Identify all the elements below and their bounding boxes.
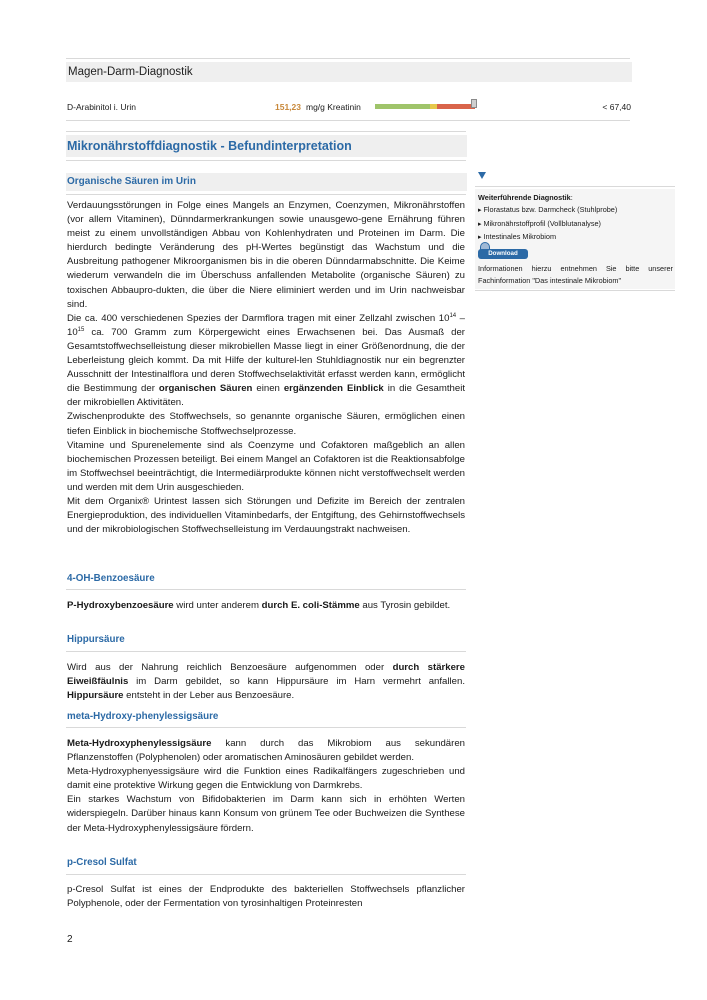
paragraph: Verdauungsstörungen in Folge eines Mangels an Enzymen, Coenzymen, Mikronährstoffen (vor allem Vitaminen), Dünndarmerkrankungen sowie unausgewo-gene Ernährung führen meist zu einem unvollständigen Abbau von Kohlenhydraten und Proteinen im Darm. Die hierdurch bedingte Veränderung des pH-Wertes begünstigt das Wachstum und die Ausbreitung pathogener Mikroorganismen bis in die oberen Dünndarmabschnitte. Die Keime wiederum verwandeln die im Überschuss anfallenden Metabolite (organische Säuren) zu toxischen Abbaupro-dukten, die über die Niere eliminiert werden und im Urin nachweisbar sind. (67, 200, 465, 310)
heading-4-oh-benzoesaeure: 4-OH-Benzoesäure (67, 573, 155, 584)
download-button[interactable]: Download (478, 249, 528, 259)
lab-parameter-name: D-Arabinitol i. Urin (67, 102, 136, 112)
value-marker-icon (471, 99, 477, 108)
lab-reference-range: < 67,40 (602, 102, 631, 112)
sidebar-item-florastatus[interactable]: ▸ Florastatus bzw. Darmcheck (Stuhlprobe) (478, 204, 673, 217)
further-diagnostics-box (475, 189, 675, 289)
sidebar-item-mikrobiom[interactable]: ▸ Intestinales Mikrobiom (478, 231, 673, 244)
heading-p-cresol-sulfat: p-Cresol Sulfat (67, 857, 137, 868)
heading-organic-acids: Organische Säuren im Urin (66, 173, 467, 191)
lab-value: 151,23 (275, 102, 301, 112)
sidebar-info-text: Informationen hierzu entnehmen Sie bitte unserer Fachinformation "Das intestinale Mikrobiom" (478, 264, 673, 286)
sidebar-arrow-icon (478, 172, 486, 179)
bar-normal-segment (375, 104, 430, 109)
page-title: Mikronährstoffdiagnostik - Befundinterpretation (66, 135, 467, 157)
benzoesaeure-text: P-Hydroxybenzoesäure wird unter anderem durch E. coli-Stämme aus Tyrosin gebildet. (67, 600, 451, 611)
sidebar-title: Weiterführende Diagnostik: (478, 193, 573, 202)
paragraph: Zwischenprodukte des Stoffwechsels, so genannte organische Säuren, ermöglichen einen tiefen Einblick in biochemische Stoffwechselprozesse. (67, 411, 465, 437)
meta-hydroxy-text: Meta-Hydroxyphenylessigsäure kann durch das Mikrobiom aus sekundären Pflanzenstoffen (Polyphenolen) oder aromatischen Aminosäuren gebildet werden. Meta-Hydroxyphenyessigsäure wird die Funktion eines Radikalfängers zugeschrieben und damit eine protektive Wirkung gegen die Entwicklung von Darmkrebs. Ein starkes Wachstum von Bifidobakterien im Darm kann sich in erhöhten Werten widerspiegeln. Darüber hinaus kann Konsum von grünem Tee oder Buchweizen die Synthese der Meta-Hydroxyphenylessigsäure fördern. (67, 738, 465, 834)
paragraph: Vitamine und Spurenelemente sind als Coenzyme und Cofaktoren maßgeblich an allen biochemischen Prozessen beteiligt. Bei einem Mangel an Cofaktoren ist die Reaktionsabfolge im Stoffwechsel beeinträchtigt, die Intermediärprodukte können nicht verstoffwechselt werden und werden mit dem Urin ausgeschieden. (67, 439, 465, 493)
organic-acids-text (67, 199, 465, 537)
paragraph: Die ca. 400 verschiedenen Spezies der Darmflora tragen mit einer Zellzahl zwischen $10^{14} - 10^{15}$ ca. 700 Gramm zum Körpergewicht eines Erwachsenen bei. Das Ausmaß der Gesamtstoffwechselleistung dieser mikrobiellen Masse liegt in einer Größenordnung, die der Leberleistung gleich kommt. Da mit Hilfe der kulturel-len Stuhldiagnostik nur ein begrenzter Ausschnitt der Intestinalflora und deren Stoffwechselaktivität erfasst werden kann, ermöglicht die Bestimmung der organischen Säuren einen ergänzenden Einblick in die Gesamtheit der mikrobiellen Aktivitäten. (67, 312, 466, 409)
section-title-magen-darm: Magen-Darm-Diagnostik (66, 62, 632, 82)
heading-hippursaeure: Hippursäure (67, 634, 125, 645)
heading-meta-hydroxy-phenylessigsaeure: meta-Hydroxy-phenylessigsäure (67, 711, 219, 722)
bar-borderline-segment (430, 104, 437, 109)
paragraph: Mit dem Organix® Urintest lassen sich Störungen und Defizite im Bereich der zentralen Energieproduktion, des individuellen Vitaminbedarfs, der Entgiftung, des Gehirnstoffwechsels und der mikrobiologischen Stoffwechselleistung im Verdauungstrakt nachweisen. (67, 495, 465, 536)
lab-result-row (67, 100, 631, 114)
bar-elevated-segment (437, 104, 475, 109)
page-number: 2 (67, 934, 73, 945)
lab-unit: mg/g Kreatinin (306, 102, 361, 112)
reference-range-bar (375, 104, 475, 109)
hippursaeure-text: Wird aus der Nahrung reichlich Benzoesäure aufgenommen oder durch stärkere Eiweißfäulnis im Darm gebildet, so kann Hippursäure im Harn vermehrt anfallen. Hippursäure entsteht in der Leber aus Benzoesäure. (67, 662, 466, 702)
p-cresol-text: p-Cresol Sulfat ist eines der Endprodukte des bakteriellen Stoffwechsels pflanzlicher Polyphenole, oder der Fermentation von tyrosinhaltigen Proteinresten (67, 884, 465, 910)
sidebar-item-mikronaehrstoffprofil[interactable]: ▸ Mikronährstoffprofil (Vollblutanalyse) (478, 218, 673, 231)
